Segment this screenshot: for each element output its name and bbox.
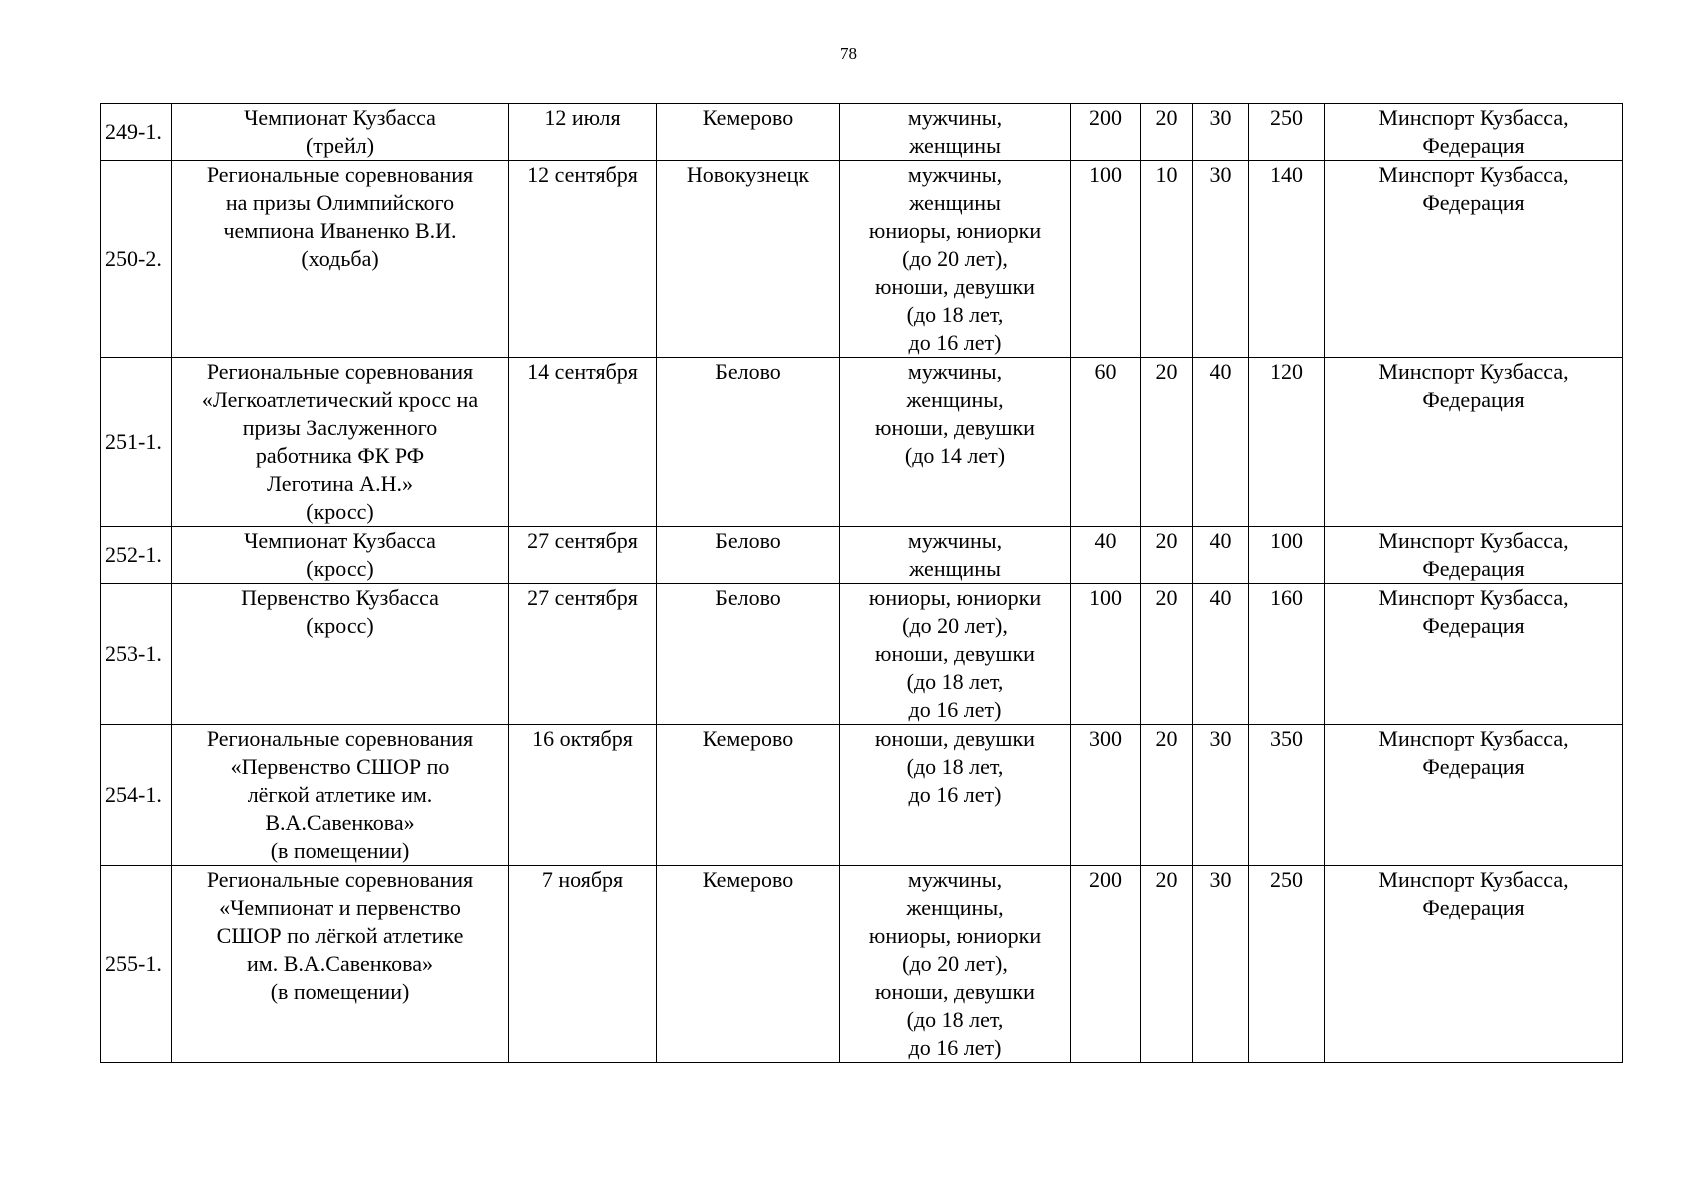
officials-count-cell: 40: [1193, 358, 1249, 527]
total-count-cell: 140: [1249, 161, 1325, 358]
participants-count-cell: 100: [1071, 161, 1141, 358]
total-count-cell: 250: [1249, 866, 1325, 1063]
event-date-cell: 7 ноября: [509, 866, 657, 1063]
table-row: [101, 358, 1623, 527]
total-count-cell: 120: [1249, 358, 1325, 527]
participants-count-cell: 200: [1071, 866, 1141, 1063]
event-organizer-cell: Минспорт Кузбасса, Федерация: [1325, 725, 1623, 866]
total-count-cell: 350: [1249, 725, 1325, 866]
judges-count-cell: 20: [1141, 584, 1193, 725]
event-date-cell: 16 октября: [509, 725, 657, 866]
officials-count-cell: 30: [1193, 866, 1249, 1063]
table-row: [101, 866, 1623, 1063]
event-participants-cell: мужчины, женщины, юниоры, юниорки (до 20 лет), юноши, девушки (до 18 лет, до 16 лет): [840, 866, 1071, 1063]
page-number: 78: [840, 44, 857, 63]
event-name-cell: Региональные соревнования «Легкоатлетический кросс на призы Заслуженного работника ФК РФ Леготина А.Н.» (кросс): [172, 358, 509, 527]
event-participants-cell: мужчины, женщины: [840, 527, 1071, 584]
event-date-cell: 27 сентября: [509, 527, 657, 584]
table-row: [101, 527, 1623, 584]
event-participants-cell: юниоры, юниорки (до 20 лет), юноши, девушки (до 18 лет, до 16 лет): [840, 584, 1071, 725]
event-name-cell: Региональные соревнования на призы Олимпийского чемпиона Иваненко В.И. (ходьба): [172, 161, 509, 358]
judges-count-cell: 20: [1141, 866, 1193, 1063]
event-participants-cell: юноши, девушки (до 18 лет, до 16 лет): [840, 725, 1071, 866]
events-table-body: [101, 104, 1623, 1063]
event-date-cell: 12 сентября: [509, 161, 657, 358]
event-organizer-cell: Минспорт Кузбасса, Федерация: [1325, 358, 1623, 527]
total-count-cell: 100: [1249, 527, 1325, 584]
event-place-cell: Кемерово: [657, 725, 840, 866]
table-row: [101, 584, 1623, 725]
event-number-cell: 249-1.: [101, 104, 172, 161]
event-place-cell: Кемерово: [657, 866, 840, 1063]
event-place-cell: Новокузнецк: [657, 161, 840, 358]
event-name-cell: Региональные соревнования «Первенство СШОР по лёгкой атлетике им. В.А.Савенкова» (в помещении): [172, 725, 509, 866]
event-participants-cell: мужчины, женщины: [840, 104, 1071, 161]
judges-count-cell: 20: [1141, 104, 1193, 161]
officials-count-cell: 30: [1193, 725, 1249, 866]
event-date-cell: 27 сентября: [509, 584, 657, 725]
participants-count-cell: 40: [1071, 527, 1141, 584]
event-place-cell: Белово: [657, 358, 840, 527]
event-date-cell: 12 июля: [509, 104, 657, 161]
event-organizer-cell: Минспорт Кузбасса, Федерация: [1325, 866, 1623, 1063]
event-place-cell: Белово: [657, 527, 840, 584]
event-number-cell: 255-1.: [101, 866, 172, 1063]
officials-count-cell: 40: [1193, 527, 1249, 584]
event-organizer-cell: Минспорт Кузбасса, Федерация: [1325, 161, 1623, 358]
participants-count-cell: 300: [1071, 725, 1141, 866]
event-name-cell: Первенство Кузбасса (кросс): [172, 584, 509, 725]
event-date-cell: 14 сентября: [509, 358, 657, 527]
event-name-cell: Чемпионат Кузбасса (трейл): [172, 104, 509, 161]
table-row: [101, 104, 1623, 161]
event-organizer-cell: Минспорт Кузбасса, Федерация: [1325, 584, 1623, 725]
judges-count-cell: 20: [1141, 725, 1193, 866]
judges-count-cell: 20: [1141, 358, 1193, 527]
event-participants-cell: мужчины, женщины юниоры, юниорки (до 20 лет), юноши, девушки (до 18 лет, до 16 лет): [840, 161, 1071, 358]
event-place-cell: Белово: [657, 584, 840, 725]
event-number-cell: 250-2.: [101, 161, 172, 358]
event-organizer-cell: Минспорт Кузбасса, Федерация: [1325, 527, 1623, 584]
event-name-cell: Чемпионат Кузбасса (кросс): [172, 527, 509, 584]
participants-count-cell: 60: [1071, 358, 1141, 527]
events-table: [100, 103, 1623, 1063]
officials-count-cell: 40: [1193, 584, 1249, 725]
table-row: [101, 161, 1623, 358]
event-organizer-cell: Минспорт Кузбасса, Федерация: [1325, 104, 1623, 161]
total-count-cell: 250: [1249, 104, 1325, 161]
officials-count-cell: 30: [1193, 161, 1249, 358]
officials-count-cell: 30: [1193, 104, 1249, 161]
event-number-cell: 251-1.: [101, 358, 172, 527]
table-row: [101, 725, 1623, 866]
total-count-cell: 160: [1249, 584, 1325, 725]
event-name-cell: Региональные соревнования «Чемпионат и первенство СШОР по лёгкой атлетике им. В.А.Савенкова» (в помещении): [172, 866, 509, 1063]
event-number-cell: 252-1.: [101, 527, 172, 584]
judges-count-cell: 10: [1141, 161, 1193, 358]
event-place-cell: Кемерово: [657, 104, 840, 161]
event-participants-cell: мужчины, женщины, юноши, девушки (до 14 лет): [840, 358, 1071, 527]
participants-count-cell: 100: [1071, 584, 1141, 725]
event-number-cell: 254-1.: [101, 725, 172, 866]
judges-count-cell: 20: [1141, 527, 1193, 584]
participants-count-cell: 200: [1071, 104, 1141, 161]
event-number-cell: 253-1.: [101, 584, 172, 725]
